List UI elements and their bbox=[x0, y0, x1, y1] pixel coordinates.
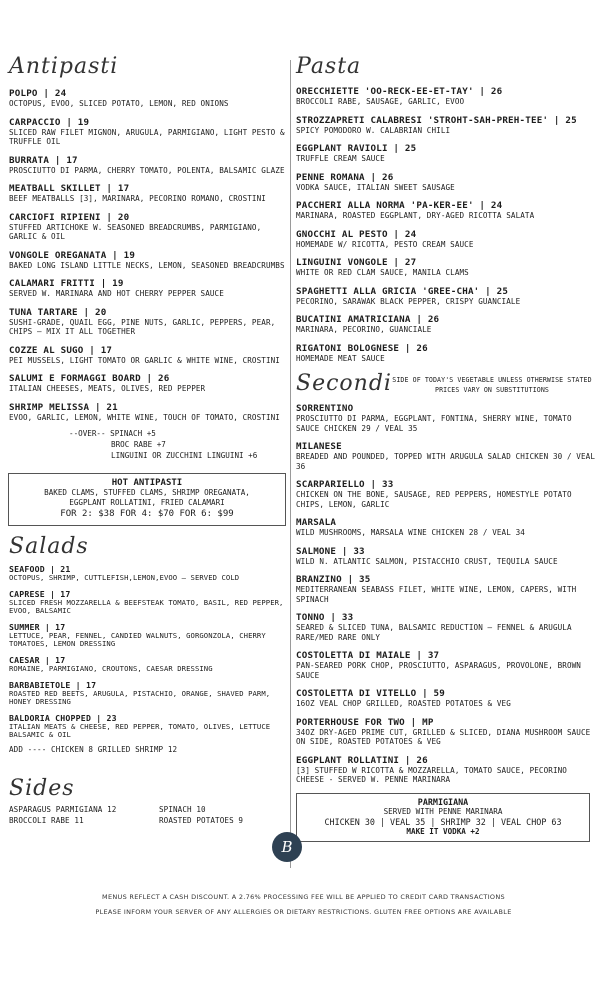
left-column bbox=[9, 50, 287, 826]
item-name: POLPO | 24 bbox=[9, 88, 67, 99]
item-name: MILANESE bbox=[296, 441, 342, 452]
column-divider bbox=[290, 60, 291, 868]
pasta-item bbox=[296, 200, 596, 221]
item-description: SUSHI-GRADE, QUAIL EGG, PINE NUTS, GARLIC, PEPPERS, PEAR, CHIPS — MIX IT ALL TOGETHER bbox=[9, 317, 276, 336]
antipasti-item bbox=[9, 117, 287, 147]
side-item: BROCCOLI RABE 11 bbox=[9, 816, 84, 826]
secondi-item bbox=[296, 546, 596, 567]
antipasti-item bbox=[9, 373, 287, 394]
over-options bbox=[9, 428, 287, 461]
sides-heading: Sides bbox=[9, 776, 75, 802]
secondi-item bbox=[296, 574, 596, 604]
item-name: CALAMARI FRITTI | 19 bbox=[9, 278, 124, 289]
item-description: SEARED & SLICED TUNA, BALSAMIC REDUCTION — FENNEL & ARUGULA RARE/MED RARE ONLY bbox=[296, 623, 572, 642]
item-description: SPICY POMODORO W. CALABRIAN CHILI bbox=[296, 125, 451, 135]
item-name: CAPRESE | 17 bbox=[9, 588, 71, 599]
item-description: EVOO, GARLIC, LEMON, WHITE WINE, TOUCH OF TOMATO, CROSTINI bbox=[9, 412, 280, 422]
hot-antipasti-prices: FOR 2: $38 FOR 4: $70 FOR 6: $99 bbox=[60, 509, 234, 519]
item-name: BARBABIETOLE | 17 bbox=[9, 679, 97, 690]
sides-list bbox=[9, 804, 287, 826]
item-name: SALMONE | 33 bbox=[296, 545, 365, 557]
over-option: --OVER-- SPINACH +5 bbox=[69, 429, 156, 438]
item-description: MARINARA, PECORINO, GUANCIALE bbox=[296, 325, 432, 334]
footer-allergies: PLEASE INFORM YOUR SERVER OF ANY ALLERGIES OR DIETARY RESTRICTIONS. GLUTEN FREE OPTIONS ARE AVAILABLE bbox=[95, 908, 512, 916]
item-name: SHRIMP MELISSA | 21 bbox=[9, 401, 118, 413]
item-description: WHITE OR RED CLAM SAUCE, MANILA CLAMS bbox=[296, 268, 469, 277]
item-description: LETTUCE, PEAR, FENNEL, CANDIED WALNUTS, GORGONZOLA, CHERRY TOMATOES, LEMON DRESSING bbox=[9, 630, 266, 649]
pasta-item bbox=[296, 115, 596, 136]
item-description: ROMAINE, PARMIGIANO, CROUTONS, CAESAR DRESSING bbox=[9, 663, 213, 673]
hot-antipasti-desc: BAKED CLAMS, STUFFED CLAMS, SHRIMP OREGANATA, bbox=[44, 488, 250, 497]
item-description: OCTOPUS, EVOO, SLICED POTATO, LEMON, RED ONIONS bbox=[9, 99, 229, 108]
item-description: [3] STUFFED W RICOTTA & MOZZARELLA, TOMATO SAUCE, PECORINO CHEESE - SERVED W. PENNE MARINARA bbox=[296, 765, 567, 784]
secondi-header bbox=[296, 371, 596, 401]
salad-item bbox=[9, 680, 287, 707]
antipasti-item bbox=[9, 402, 287, 423]
item-description: SLICED RAW FILET MIGNON, ARUGULA, PARMIGIANO, LIGHT PESTO & TRUFFLE OIL bbox=[9, 127, 285, 146]
salads-heading: Salads bbox=[9, 534, 89, 559]
pasta-item bbox=[296, 343, 596, 364]
item-name: SEAFOOD | 21 bbox=[9, 564, 71, 574]
item-name: ORECCHIETTE 'OO-RECK-EE-ET-TAY' | 26 bbox=[296, 86, 503, 97]
over-option: BROC RABE +7 bbox=[111, 440, 166, 449]
item-description: MEDITERRANEAN SEABASS FILET, WHITE WINE, LEMON, CAPERS, WITH SPINACH bbox=[296, 585, 577, 604]
item-name: BUCATINI AMATRICIANA | 26 bbox=[296, 314, 440, 325]
pasta-item bbox=[296, 286, 596, 307]
item-name: LINGUINI VONGOLE | 27 bbox=[296, 257, 417, 268]
item-description: STUFFED ARTICHOKE W. SEASONED BREADCRUMBS, PARMIGIANO, GARLIC & OIL bbox=[9, 222, 262, 241]
over-option: LINGUINI OR ZUCCHINI LINGUINI +6 bbox=[111, 451, 258, 460]
antipasti-item bbox=[9, 155, 287, 176]
item-name: BALDORIA CHOPPED | 23 bbox=[9, 712, 117, 723]
item-description: BEEF MEATBALLS [3], MARINARA, PECORINO ROMANO, CROSTINI bbox=[9, 194, 266, 203]
item-description: SLICED FRESH MOZZARELLA & BEEFSTEAK TOMATO, BASIL, RED PEPPER, EVOO, BALSAMIC bbox=[9, 597, 284, 616]
salads-list bbox=[9, 564, 287, 740]
salad-item bbox=[9, 655, 287, 674]
secondi-item bbox=[296, 441, 596, 471]
hot-antipasti-box bbox=[8, 473, 286, 526]
secondi-heading: Secondi bbox=[296, 371, 392, 396]
item-description: BAKED LONG ISLAND LITTLE NECKS, LEMON, SEASONED BREADCRUMBS bbox=[9, 260, 285, 270]
restaurant-logo: B bbox=[272, 832, 302, 862]
item-description: PAN-SEARED PORK CHOP, PROSCIUTTO, ASPARAGUS, PROVOLONE, BROWN SAUCE bbox=[296, 661, 581, 680]
item-name: CAESAR | 17 bbox=[9, 654, 66, 665]
item-description: 34OZ DRY-AGED PRIME CUT, GRILLED & SLICED, DIANA MUSHROOM SAUCE ON SIDE, ROASTED POTATOES & VEG bbox=[296, 727, 591, 746]
salad-item bbox=[9, 713, 287, 740]
item-description: OCTOPUS, SHRIMP, CUTTLEFISH,LEMON,EVOO — SERVED COLD bbox=[9, 573, 240, 582]
antipasti-item bbox=[9, 183, 287, 204]
parmigiana-box bbox=[296, 793, 590, 842]
item-description: HOMEMADE W/ RICOTTA, PESTO CREAM SAUCE bbox=[296, 239, 474, 249]
secondi-item bbox=[296, 517, 596, 538]
item-name: MEATBALL SKILLET | 17 bbox=[9, 183, 130, 194]
item-name: EGGPLANT RAVIOLI | 25 bbox=[296, 143, 417, 154]
item-description: ITALIAN MEATS & CHEESE, RED PEPPER, TOMATO, OLIVES, LETTUCE BALSAMIC & OIL bbox=[9, 721, 271, 740]
pasta-item bbox=[296, 86, 596, 107]
item-description: PROSCIUTTO DI PARMA, EGGPLANT, FONTINA, SHERRY WINE, TOMATO SAUCE CHICKEN 29 / VEAL 35 bbox=[296, 414, 572, 433]
secondi-list bbox=[296, 403, 596, 785]
antipasti-list bbox=[9, 88, 287, 422]
item-name: SORRENTINO bbox=[296, 403, 354, 414]
salads-add-on: ADD ---- CHICKEN 8 GRILLED SHRIMP 12 bbox=[9, 744, 178, 754]
secondi-notes bbox=[382, 375, 602, 395]
item-name: EGGPLANT ROLLATINI | 26 bbox=[296, 754, 428, 766]
item-name: BURRATA | 17 bbox=[9, 154, 78, 166]
item-name: GNOCCHI AL PESTO | 24 bbox=[296, 228, 417, 240]
pasta-heading: Pasta bbox=[296, 54, 362, 79]
antipasti-heading: Antipasti bbox=[9, 54, 119, 79]
item-name: TUNA TARTARE | 20 bbox=[9, 306, 107, 318]
item-name: STROZZAPRETI CALABRESI 'STROHT-SAH-PREH-TEE' | 25 bbox=[296, 114, 577, 126]
item-name: RIGATONI BOLOGNESE | 26 bbox=[296, 342, 428, 354]
item-name: SCARPARIELLO | 33 bbox=[296, 479, 394, 490]
antipasti-item bbox=[9, 88, 287, 109]
item-description: PEI MUSSELS, LIGHT TOMATO OR GARLIC & WHITE WINE, CROSTINI bbox=[9, 355, 280, 365]
item-description: SERVED W. MARINARA AND HOT CHERRY PEPPER SAUCE bbox=[9, 289, 224, 298]
salad-item bbox=[9, 589, 287, 616]
secondi-item bbox=[296, 717, 596, 747]
secondi-item bbox=[296, 479, 596, 509]
footer-cash-discount: MENUS REFLECT A CASH DISCOUNT. A 2.76% PROCESSING FEE WILL BE APPLIED TO CREDIT CARD TRANSACTIONS bbox=[102, 893, 505, 901]
side-item: ASPARAGUS PARMIGIANA 12 bbox=[9, 805, 117, 815]
item-name: VONGOLE OREGANATA | 19 bbox=[9, 249, 136, 261]
item-name: COSTOLETTA DI MAIALE | 37 bbox=[296, 650, 440, 661]
item-name: SPAGHETTI ALLA GRICIA 'GREE-CHA' | 25 bbox=[296, 285, 509, 297]
item-name: TONNO | 33 bbox=[296, 612, 354, 623]
secondi-item bbox=[296, 650, 596, 680]
item-description: BREADED AND POUNDED, TOPPED WITH ARUGULA SALAD CHICKEN 30 / VEAL 36 bbox=[296, 452, 595, 471]
salad-item bbox=[9, 622, 287, 649]
item-description: HOMEMADE MEAT SAUCE bbox=[296, 353, 385, 363]
pasta-item bbox=[296, 257, 596, 278]
item-name: PACCHERI ALLA NORMA 'PA-KER-EE' | 24 bbox=[296, 200, 503, 211]
item-description: WILD MUSHROOMS, MARSALA WINE CHICKEN 28 / VEAL 34 bbox=[296, 528, 525, 537]
secondi-item bbox=[296, 755, 596, 785]
item-description: TRUFFLE CREAM SAUCE bbox=[296, 154, 385, 163]
item-name: PORTERHOUSE FOR TWO | MP bbox=[296, 716, 434, 728]
secondi-item bbox=[296, 403, 596, 433]
side-item: ROASTED POTATOES 9 bbox=[159, 816, 244, 826]
item-name: CARPACCIO | 19 bbox=[9, 116, 90, 128]
item-name: PENNE ROMANA | 26 bbox=[296, 171, 394, 183]
salad-item bbox=[9, 564, 287, 583]
item-name: CARCIOFI RIPIENI | 20 bbox=[9, 211, 130, 223]
antipasti-item bbox=[9, 250, 287, 271]
hot-antipasti-desc: EGGPLANT ROLLATINI, FRIED CALAMARI bbox=[69, 498, 225, 507]
pasta-item bbox=[296, 143, 596, 164]
antipasti-item bbox=[9, 278, 287, 299]
item-name: SALUMI E FORMAGGI BOARD | 26 bbox=[9, 373, 170, 384]
pasta-item bbox=[296, 314, 596, 335]
item-description: ROASTED RED BEETS, ARUGULA, PISTACHIO, ORANGE, SHAVED PARM, HONEY DRESSING bbox=[9, 688, 271, 707]
antipasti-item bbox=[9, 345, 287, 366]
item-description: WILD N. ATLANTIC SALMON, PISTACCHIO CRUST, TEQUILA SAUCE bbox=[296, 556, 558, 566]
item-description: PECORINO, SARAWAK BLACK PEPPER, CRISPY GUANCIALE bbox=[296, 296, 521, 306]
pasta-item bbox=[296, 229, 596, 250]
secondi-item bbox=[296, 688, 596, 709]
parmigiana-title: PARMIGIANA bbox=[417, 796, 469, 807]
antipasti-item bbox=[9, 212, 287, 242]
pasta-item bbox=[296, 172, 596, 193]
item-name: SUMMER | 17 bbox=[9, 621, 66, 632]
item-name: MARSALA bbox=[296, 517, 337, 528]
right-column bbox=[296, 50, 596, 842]
antipasti-item bbox=[9, 307, 287, 337]
parmigiana-served: SERVED WITH PENNE MARINARA bbox=[383, 806, 503, 816]
secondi-item bbox=[296, 612, 596, 642]
parmigiana-vodka: MAKE IT VODKA +2 bbox=[406, 826, 480, 836]
item-name: COZZE AL SUGO | 17 bbox=[9, 344, 113, 356]
item-description: CHICKEN ON THE BONE, SAUSAGE, RED PEPPERS, HOMESTYLE POTATO CHIPS, LEMON, GARLIC bbox=[296, 490, 572, 509]
secondi-note: SIDE OF TODAY'S VEGETABLE UNLESS OTHERWISE STATED bbox=[392, 376, 592, 384]
item-description: MARINARA, ROASTED EGGPLANT, DRY-AGED RICOTTA SALATA bbox=[296, 211, 535, 220]
parmigiana-prices: CHICKEN 30 | VEAL 35 | SHRIMP 32 | VEAL CHOP 63 bbox=[324, 816, 562, 827]
pasta-list bbox=[296, 86, 596, 363]
item-name: BRANZINO | 35 bbox=[296, 574, 371, 585]
item-description: PROSCIUTTO DI PARMA, CHERRY TOMATO, POLENTA, BALSAMIC GLAZE bbox=[9, 165, 285, 175]
item-name: COSTOLETTA DI VITELLO | 59 bbox=[296, 688, 446, 699]
item-description: 16OZ VEAL CHOP GRILLED, ROASTED POTATOES & VEG bbox=[296, 699, 511, 708]
item-description: VODKA SAUCE, ITALIAN SWEET SAUSAGE bbox=[296, 182, 455, 192]
item-description: BROCCOLI RABE, SAUSAGE, GARLIC, EVOO bbox=[296, 97, 465, 106]
secondi-note: PRICES VARY ON SUBSTITUTIONS bbox=[435, 386, 549, 394]
hot-antipasti-title: HOT ANTIPASTI bbox=[111, 478, 183, 488]
side-item: SPINACH 10 bbox=[159, 805, 206, 815]
item-description: ITALIAN CHEESES, MEATS, OLIVES, RED PEPPER bbox=[9, 384, 206, 393]
